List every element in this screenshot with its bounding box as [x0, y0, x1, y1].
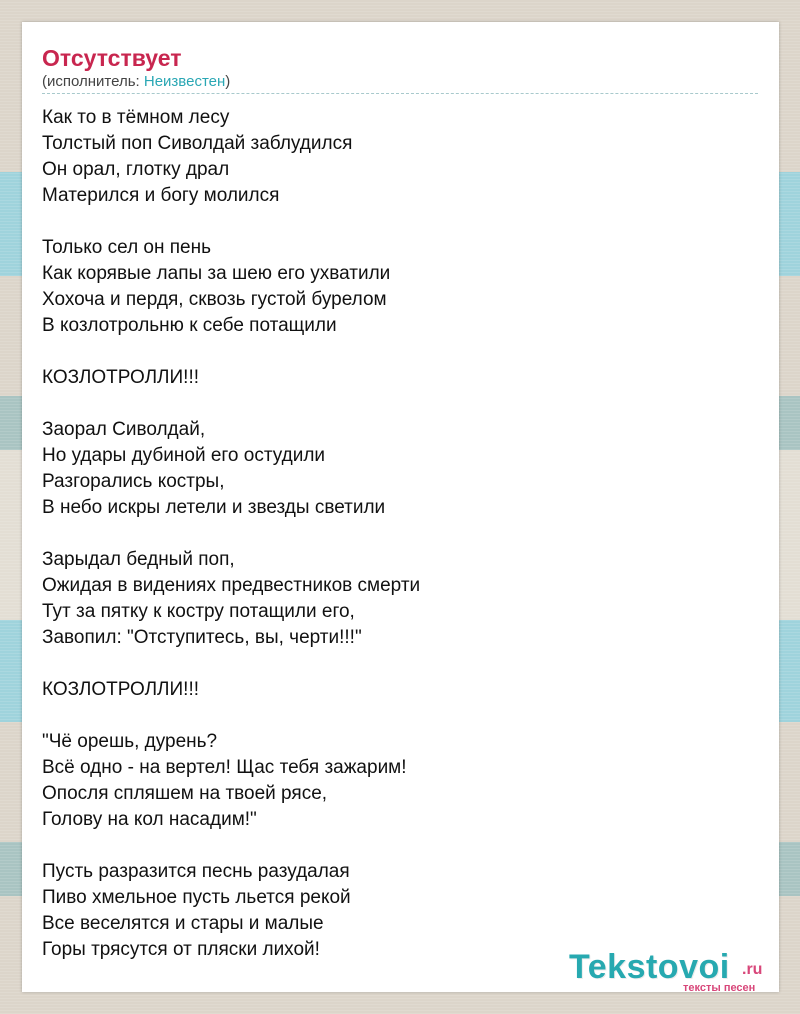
lyrics-line: Только сел он пень	[42, 237, 212, 258]
lyrics-line: В небо искры летели и звезды светили	[42, 497, 386, 518]
logo-tagline: тексты песен	[683, 982, 756, 994]
lyrics-line: Все веселятся и стары и малые	[42, 913, 324, 934]
lyrics-line: Хохоча и пердя, сквозь густой бурелом	[42, 289, 387, 310]
lyrics-line: Опосля спляшем на твоей рясе,	[42, 783, 328, 804]
lyrics-line: Толстый поп Сиволдай заблудился	[42, 133, 353, 154]
lyrics-line: Голову на кол насадим!"	[42, 809, 257, 830]
lyrics-stanza	[42, 677, 742, 703]
lyrics-stanza	[42, 729, 742, 833]
lyrics-stanza	[42, 235, 742, 339]
lyrics-line: КОЗЛОТРОЛЛИ!!!	[42, 679, 200, 700]
lyrics-line: Как то в тёмном лесу	[42, 107, 230, 128]
lyrics-line: Матерился и богу молился	[42, 185, 280, 206]
lyrics-line: Пусть разразится песнь разудалая	[42, 861, 350, 882]
lyrics-line: КОЗЛОТРОЛЛИ!!!	[42, 367, 200, 388]
tekstovoi-logo[interactable]	[569, 948, 779, 992]
lyrics-stanza	[42, 365, 742, 391]
lyrics-stanza	[42, 105, 742, 209]
lyrics-stanza	[42, 547, 742, 651]
artist-suffix: )	[225, 73, 231, 90]
lyrics-line: Он орал, глотку драл	[42, 159, 230, 180]
lyrics-line: Заорал Сиволдай,	[42, 419, 206, 440]
lyrics-line: "Чё орешь, дурень?	[42, 731, 218, 752]
artist-line	[42, 73, 230, 91]
lyrics-line: Ожидая в видениях предвестников смерти	[42, 575, 421, 596]
lyrics-stanza	[42, 417, 742, 521]
lyrics-line: Но удары дубиной его остудили	[42, 445, 326, 466]
lyrics-card	[22, 22, 779, 992]
song-title: Отсутствует	[42, 45, 182, 71]
lyrics-line: В козлотрольню к себе потащили	[42, 315, 337, 336]
title-divider	[42, 93, 758, 94]
artist-prefix: (исполнитель:	[42, 73, 144, 90]
lyrics-line: Горы трясутся от пляски лихой!	[42, 939, 320, 960]
lyrics-line: Зарыдал бедный поп,	[42, 549, 235, 570]
lyrics-line: Завопил: "Отступитесь, вы, черти!!!"	[42, 627, 362, 648]
lyrics-text	[42, 105, 742, 989]
lyrics-line: Пиво хмельное пусть льется рекой	[42, 887, 351, 908]
logo-domain: .ru	[742, 961, 763, 978]
artist-link[interactable]: Неизвестен	[143, 73, 226, 90]
lyrics-line: Тут за пятку к костру потащили его,	[42, 601, 355, 622]
lyrics-line: Всё одно - на вертел! Щас тебя зажарим!	[42, 757, 407, 778]
lyrics-line: Как корявые лапы за шею его ухватили	[42, 263, 391, 284]
lyrics-line: Разгорались костры,	[42, 471, 225, 492]
logo-wordmark: Tekstovoi	[569, 948, 730, 986]
